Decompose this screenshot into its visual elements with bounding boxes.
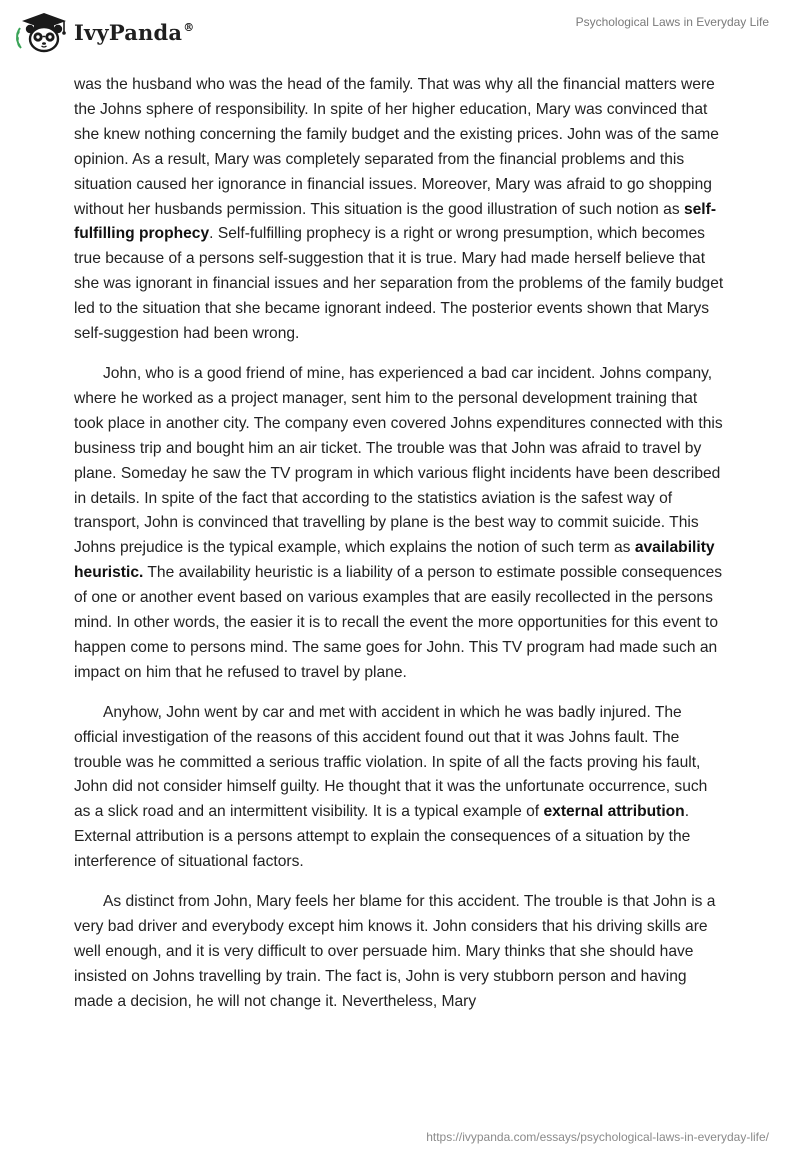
ivypanda-logo[interactable] <box>14 10 194 54</box>
logo-wordmark: IvyPanda® <box>74 19 195 45</box>
term-self-fulfilling-prophecy: self-fulfilling prophecy <box>74 200 717 243</box>
source-url-link[interactable]: https://ivypanda.com/essays/psychological-laws-in-everyday-life/ <box>426 1130 769 1144</box>
paragraph-3: Anyhow, John went by car and met with accident in which he was badly injured. The official investigation of the reasons of this accident found out that it was Johns fault. The trouble was he committed a serious traffic violation. In spite of all the facts proving his fault, John did not consider himself guilty. He thought that it was the unfortunate occurrence, such as a slick road and an intermittent visibility. It is a typical example of external attribution. External attribution is a persons attempt to explain the consequences of a situation by the interference of situational factors. <box>74 703 708 871</box>
paragraph-4: As distinct from John, Mary feels her blame for this accident. The trouble is that John is a very bad driver and everybody except him knows it. John considers that his driving skills are well enough, and it is very difficult to over persuade him. Mary thinks that she should have insisted on Johns travelling by train. The fact is, John is very stubborn person and having made a decision, he will not change it. Nevertheless, Mary <box>74 893 716 1010</box>
paragraph-1: was the husband who was the head of the family. That was why all the financial matters were the Johns sphere of responsibility. In spite of her higher education, Mary was convinced that she knew nothing concerning the family budget and the existing prices. John was of the same opinion. As a result, Mary was completely separated from the financial problems and this situation caused her ignorance in financial issues. Moreover, Mary was afraid to go shopping without her husbands permission. This situation is the good illustration of such notion as self-fulfilling prophecy. Self-fulfilling prophecy is a right or wrong presumption, which becomes true because of a persons self-suggestion that it is true. Mary had made herself believe that she was ignorant in financial issues and her separation from the problems of the family budget led to the situation that she became ignorant indeed. The posterior events shown that Marys self-suggestion had been wrong. <box>74 76 724 343</box>
essay-body <box>74 73 726 1030</box>
paragraph-2: John, who is a good friend of mine, has experienced a bad car incident. Johns company, where he worked as a project manager, sent him to the personal development training that took place in another city. The company even covered Johns expenditures connected with this business trip and bought him an air ticket. The trouble was that John was afraid to travel by plane. Someday he saw the TV program in which various flight incidents have been described in details. In spite of the fact that according to the statistics aviation is the safest way of transport, John is convinced that travelling by plane is the best way to commit suicide. This Johns prejudice is the typical example, which explains the notion of such term as availability heuristic. The availability heuristic is a liability of a person to estimate possible consequences of one or another event based on various examples that are easily recollected in the persons mind. In other words, the easier it is to recall the event the more opportunities for this event to happen come to persons mind. The same goes for John. This TV program had made such an impact on him that he refused to travel by plane. <box>74 364 723 681</box>
term-external-attribution: external attribution <box>543 803 685 821</box>
term-availability-heuristic: availability heuristic. <box>74 539 715 582</box>
page-header <box>0 0 800 70</box>
document-title: Psychological Laws in Everyday Life <box>575 15 769 29</box>
panda-graduation-icon <box>14 10 70 54</box>
